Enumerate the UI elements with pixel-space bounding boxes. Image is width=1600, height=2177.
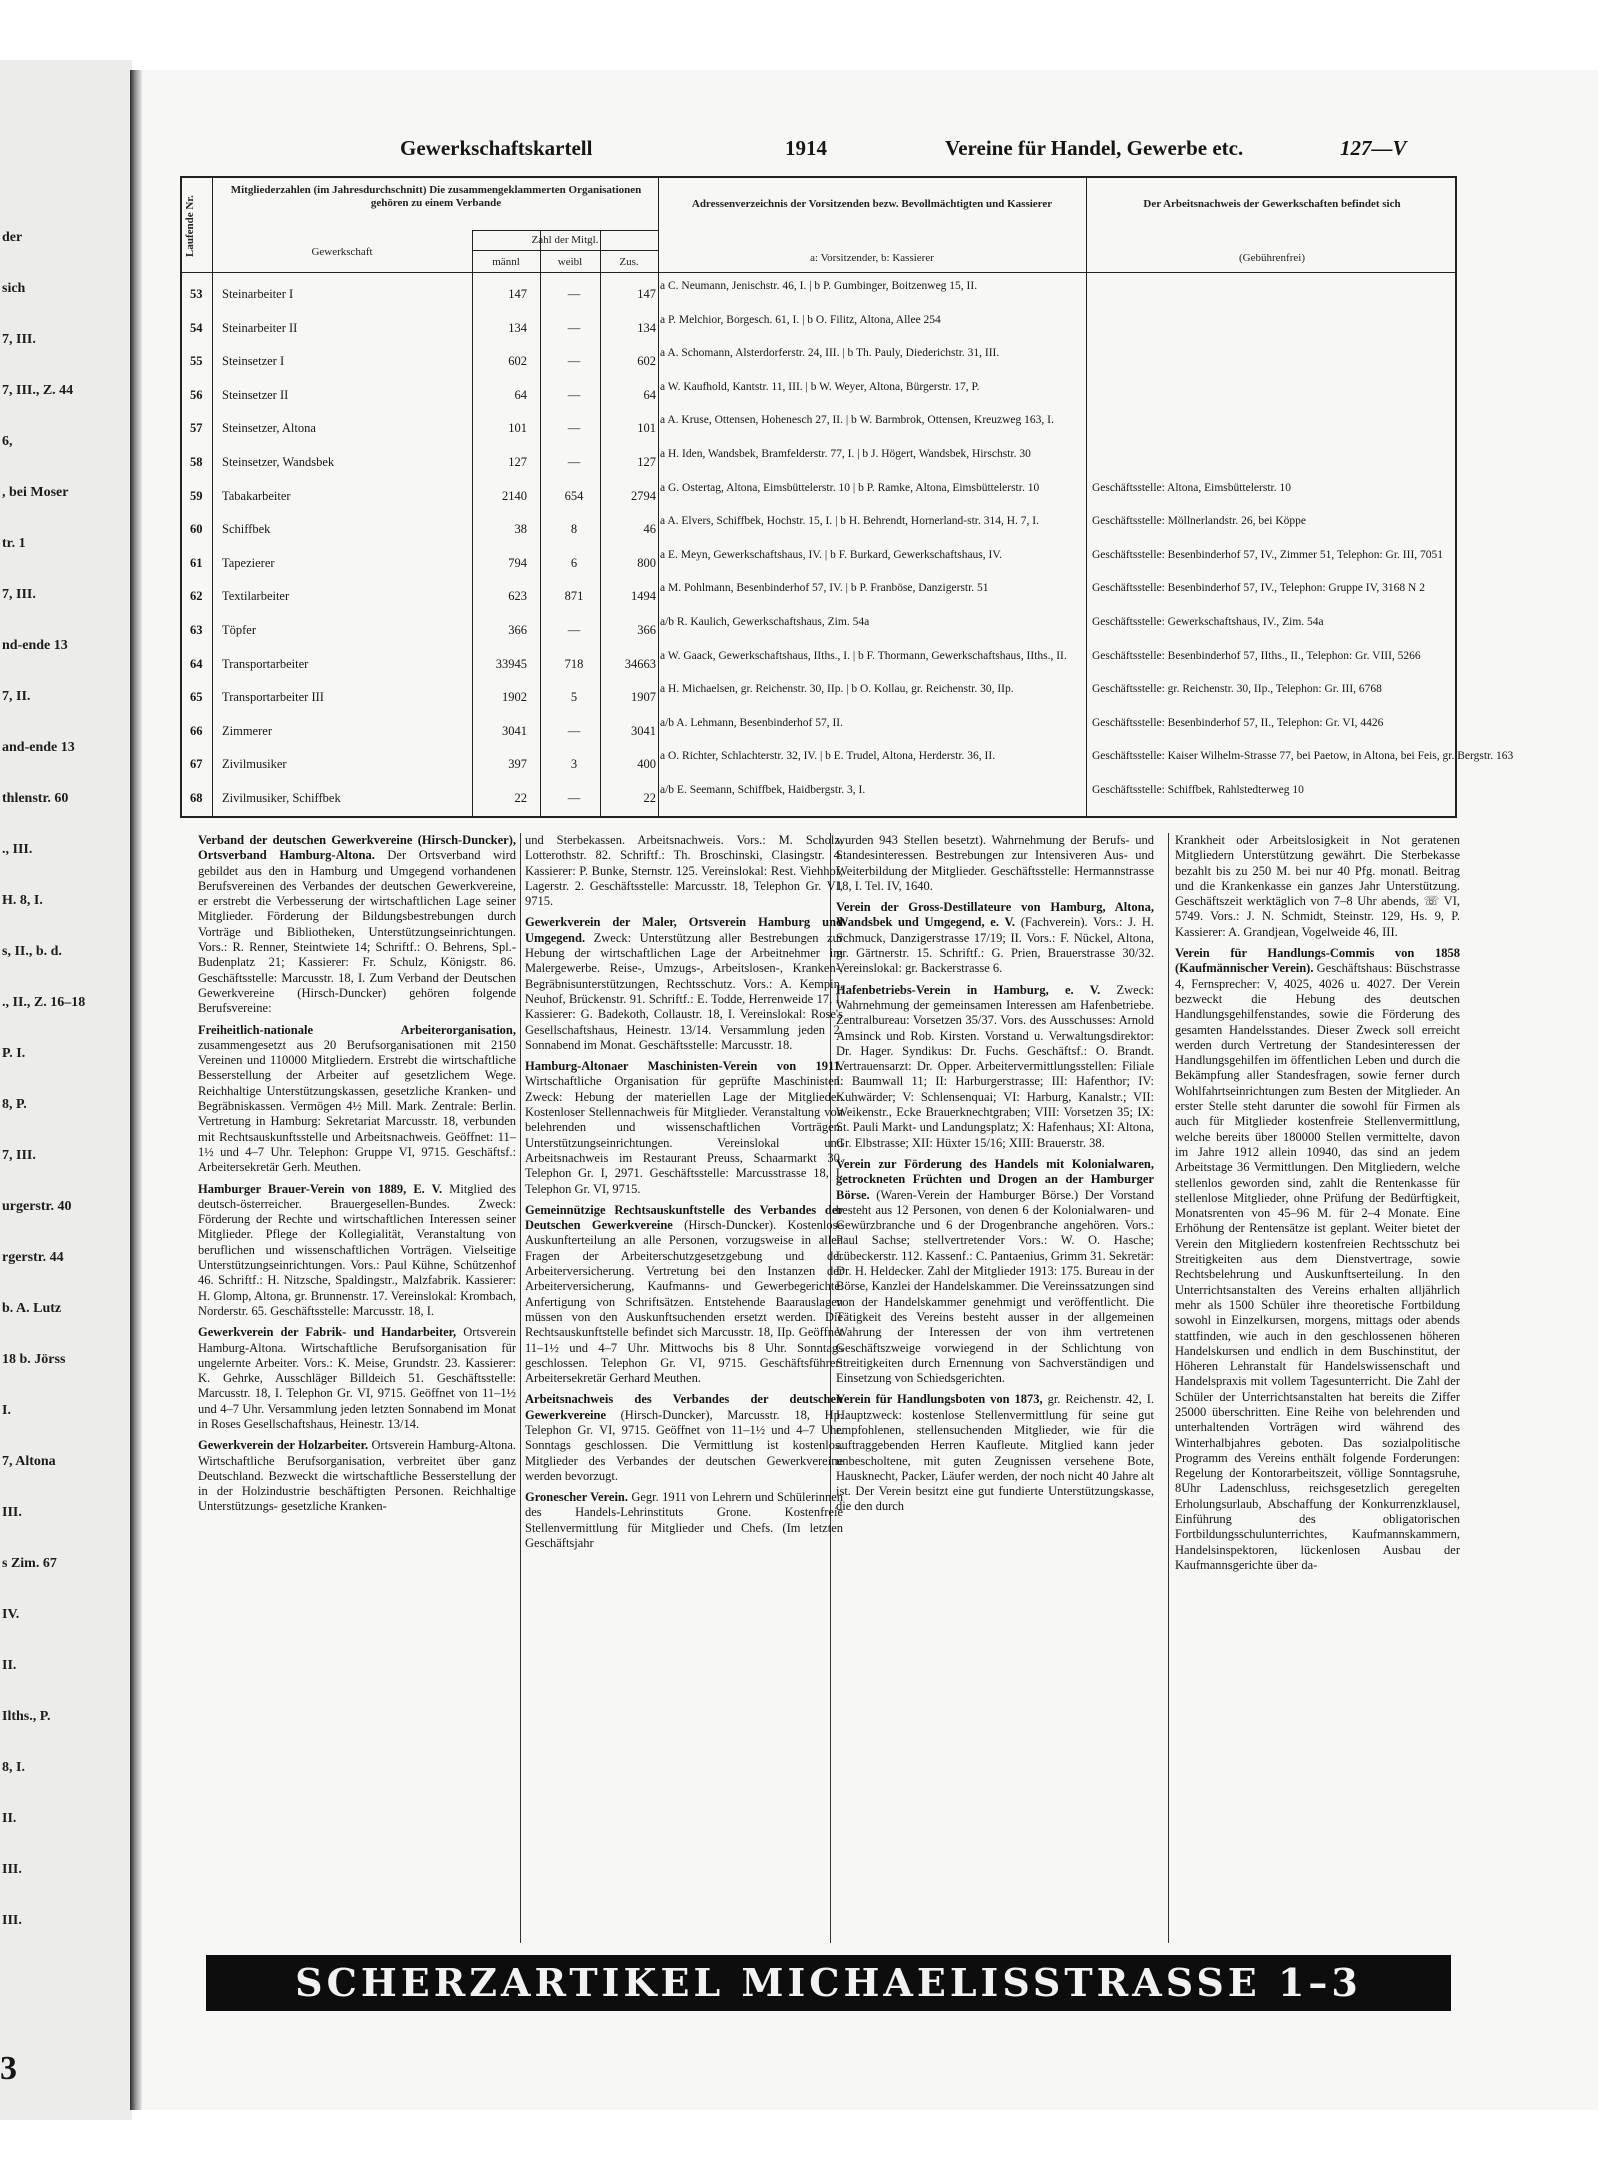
members-male: 3041 xyxy=(502,723,527,738)
association-name: Hamburg-Altonaer Maschinisten-Verein von 1911. xyxy=(525,1059,843,1074)
association-name: Verein für Handlungs-Commis von 1858 (Kaufmännischer Verein). xyxy=(1175,946,1460,976)
members-female: 654 xyxy=(564,488,584,503)
association-name: Arbeitsnachweis des Verbandes der deutschen Gewerkvereine xyxy=(525,1392,843,1422)
association-entry xyxy=(198,833,516,1017)
row-number: 58 xyxy=(190,455,203,469)
employment-office-cell: Geschäftsstelle: Besenbinderhof 57, IV., Zimmer 51, Telephon: Gr. III, 7051 xyxy=(1092,548,1444,561)
left-page-text: II. xyxy=(2,1658,17,1673)
members-total: 46 xyxy=(643,522,656,537)
union-name: Steinsetzer, Wandsbek xyxy=(222,455,335,469)
address-cell: a W. Kaufhold, Kantstr. 11, III. | b W. Weyer, Altona, Bürgerstr. 17, P. xyxy=(660,380,980,393)
left-page-text: I. xyxy=(2,1403,11,1418)
head-zus: Zus. xyxy=(619,256,639,268)
table-row xyxy=(182,345,1455,376)
running-title: Gewerkschaftskartell xyxy=(400,136,593,160)
association-text: (Waren-Verein der Hamburger Börse.) Der Vorstand besteht aus 12 Personen, von denen 6 der Kolonialwaren- und Gewürzbranche und 6 der Drogenbranche angehören. Vors.: Paul Sachse; stellvertretender Vors.: W. O. Hasche; Lübeckerstr. 112. Kassenf.: C. Pantaenius, Grimm 31. Sekretär: Dr. H. Heldecker. Zahl der Mitglieder 1913: 175. Bureau in der Börse, Kanzlei der Handelskammer. Die Vereinssatzungen sind von der Handelskammer genehmigt und veröffentlicht. Die Tätigkeit des Vereins besteht ausser in der allgemeinen Wahrung der Interessen der von ihm vertretenen Geschäftszweige vorwiegend in der Schlichtung von Streitigkeiten durch Ernennung von Sachverständigen und Einsetzung von Schiedsgerichten. xyxy=(836,1187,1155,1386)
table-row xyxy=(182,446,1455,477)
head-laufende: Laufende Nr. xyxy=(184,195,196,257)
left-page-text: 7, III. xyxy=(2,587,36,602)
membership-table xyxy=(180,176,1514,818)
table-row xyxy=(182,748,1514,779)
association-text: (Hirsch-Duncker), Marcusstr. 18, Hp. Telephon Gr. VI, 9715. Geöffnet von 11–1½ und 4–7 Uhr. Sonntags geschlossen. Die Vermittlung ist kostenlos. Mitglieder des Verbandes der deutschen Gewerkvereine werden bevorzugt. xyxy=(525,1407,843,1483)
head-weibl: weibl xyxy=(557,256,583,268)
head-maennl: männl xyxy=(492,256,520,268)
members-total: 34663 xyxy=(624,656,656,671)
employment-office-cell: Geschäftsstelle: Besenbinderhof 57, IV., Telephon: Gruppe IV, 3168 N 2 xyxy=(1092,582,1425,595)
left-page-text: s Zim. 67 xyxy=(2,1556,57,1571)
members-total: 127 xyxy=(637,455,656,469)
left-page-text: IV. xyxy=(2,1607,20,1622)
members-female: — xyxy=(567,287,581,301)
association-entry xyxy=(525,1059,843,1197)
text-column-3 xyxy=(836,833,1154,1521)
head-mitglieder: Mitgliederzahlen (im Jahresdurchschnitt) Die zusammengeklammerten Organisationen gehören zu einem Verbande xyxy=(230,184,642,209)
page-number: 127—V xyxy=(1340,136,1407,160)
members-male: 33945 xyxy=(495,656,527,671)
association-text: Ortsverein Hamburg-Altona. Wirtschaftliche Berufsorganisation, verbreitet über ganz Deutschland. Bezweckt die wirtschaftliche Besserstellung der in der Holzindustrie beschäftigten Personen. Reichhaltige Unterstützungs- gesetzliche Kranken- xyxy=(198,1438,517,1514)
table-row xyxy=(182,782,1455,813)
members-female: — xyxy=(567,387,581,402)
association-entry xyxy=(836,833,1154,894)
address-cell: a A. Elvers, Schiffbek, Hochstr. 15, I. | b H. Behrendt, Hornerland-str. 314, H. 7, I. xyxy=(660,515,1039,528)
association-text: gr. Reichenstr. 42, I. Hauptzweck: kostenlose Stellenvermittlung für seine gut empfohlenen, stellensuchenden Mitglieder, wie für die auftraggebenden Herren Kaufleute. Mitglied kann jeder unbescholtene, mit guten Zeugnissen versehene Bote, Hausknecht, Packer, Läufer werden, der noch nicht 40 Jahre alt ist. Der Verein besitzt eine gut fundierte Unterstützungskasse, die den durch xyxy=(836,1392,1154,1514)
union-name: Steinsetzer II xyxy=(222,387,289,402)
association-entry xyxy=(198,1182,516,1320)
address-cell: a O. Richter, Schlachterstr. 32, IV. | b E. Trudel, Altona, Herderstr. 36, II. xyxy=(660,750,996,763)
left-page-text: 8, I. xyxy=(2,1760,25,1775)
union-name: Steinsetzer I xyxy=(222,354,285,369)
left-page-text: urgerstr. 40 xyxy=(2,1199,72,1214)
members-female: 5 xyxy=(570,690,578,705)
table-row xyxy=(182,648,1455,679)
row-number: 60 xyxy=(190,522,203,537)
members-total: 134 xyxy=(637,320,656,335)
address-cell: a/b E. Seemann, Schiffbek, Haidbergstr. 3, I. xyxy=(660,784,866,796)
members-male: 602 xyxy=(508,354,527,369)
address-cell: a M. Pohlmann, Besenbinderhof 57, IV. | b P. Franböse, Danzigerstr. 51 xyxy=(660,582,989,595)
row-number: 53 xyxy=(190,287,203,301)
employment-office-cell: Geschäftsstelle: Besenbinderhof 57, II., Telephon: Gr. VI, 4426 xyxy=(1092,716,1384,729)
members-total: 1494 xyxy=(631,589,656,604)
left-page-text: sich xyxy=(2,281,26,296)
address-cell: a H. Iden, Wandsbek, Bramfelderstr. 77, I. | b J. Högert, Wandsbek, Hirschstr. 30 xyxy=(660,448,1031,460)
association-name: Hafenbetriebs-Verein in Hamburg, e. V. xyxy=(836,982,1101,997)
text-column-2 xyxy=(525,833,843,1557)
union-name: Zivilmusiker, Schiffbek xyxy=(222,791,341,805)
table-row xyxy=(182,513,1455,544)
association-text: Krankheit oder Arbeitslosigkeit in Not geratenen Mitgliedern Unterstützung gewährt. Die Sterbekasse bezahlt bis zu 250 M. bei nur 40 Pfg. monatl. Beitrag und die Krankenkasse ein ganzes Jahr Unterstützung. Geschäftszeit werktäglich von 7–8 Uhr abends, ☏ VI, 5749. Vors.: J. N. Schmidt, Steinstr. 129, Hs. 9, P. Kassierer: A. Grandjean, Vogelweide 46, III. xyxy=(1175,833,1460,939)
row-number: 65 xyxy=(190,690,203,705)
members-female: — xyxy=(567,455,581,469)
association-entry xyxy=(198,1325,516,1432)
members-male: 38 xyxy=(514,522,527,537)
union-name: Zimmerer xyxy=(222,723,272,738)
association-name: Verein für Handlungsboten von 1873, xyxy=(836,1392,1043,1407)
left-page-text: rgerstr. 44 xyxy=(2,1250,64,1265)
association-entry xyxy=(836,1157,1154,1386)
left-page-text: 18 b. Jörss xyxy=(2,1352,66,1367)
association-entry xyxy=(836,983,1154,1151)
employment-office-cell: Geschäftsstelle: Besenbinderhof 57, IIths., II., Telephon: Gr. VIII, 5266 xyxy=(1092,649,1421,662)
section-title: Vereine für Handel, Gewerbe etc. xyxy=(945,136,1244,160)
address-cell: a A. Schomann, Alsterdorferstr. 24, III. | b Th. Pauly, Diederichstr. 31, III. xyxy=(660,347,1000,360)
left-page-text: III. xyxy=(2,1913,22,1928)
row-number: 61 xyxy=(190,555,203,570)
head-gebuehren: (Gebührenfrei) xyxy=(1239,252,1305,264)
association-name: Verband der deutschen Gewerkvereine (Hirsch-Duncker), Ortsverband Hamburg-Altona. xyxy=(198,833,516,863)
address-cell: a W. Gaack, Gewerkschaftshaus, IIths., I. | b F. Thormann, Gewerkschaftshaus, IIths., II. xyxy=(660,649,1067,662)
union-name: Transportarbeiter xyxy=(222,656,309,671)
address-cell: a/b R. Kaulich, Gewerkschaftshaus, Zim. 54a xyxy=(660,616,870,628)
members-total: 64 xyxy=(643,387,656,402)
row-number: 63 xyxy=(190,623,203,637)
members-total: 1907 xyxy=(631,690,656,705)
head-gewerkschaft: Gewerkschaft xyxy=(311,246,373,258)
left-page-text: der xyxy=(2,230,23,245)
left-page-text: 7, III., Z. 44 xyxy=(2,383,74,398)
union-name: Steinsetzer, Altona xyxy=(222,421,316,436)
left-page-fragment xyxy=(0,60,132,2120)
members-male: 1902 xyxy=(502,690,527,705)
association-entry xyxy=(525,1392,843,1484)
members-female: — xyxy=(567,320,581,335)
row-number: 67 xyxy=(190,757,203,772)
members-total: 800 xyxy=(637,555,656,570)
left-page-text: 8, P. xyxy=(2,1097,27,1112)
association-entry xyxy=(525,1490,843,1551)
table-row xyxy=(182,715,1455,746)
union-name: Töpfer xyxy=(222,623,257,637)
left-page-text: s, II., b. d. xyxy=(2,944,62,959)
left-page-text: Ilths., P. xyxy=(2,1709,51,1724)
association-name: Gronescher Verein. xyxy=(525,1490,628,1505)
advertisement-banner: SCHERZARTIKEL MICHAELISSTRASSE 1–3 xyxy=(206,1955,1451,2011)
members-female: — xyxy=(567,791,581,805)
members-male: 794 xyxy=(508,555,527,570)
union-name: Tapezierer xyxy=(222,555,275,570)
left-page-text: 6, xyxy=(2,434,13,449)
table-row xyxy=(182,379,1455,410)
employment-office-cell: Geschäftsstelle: Kaiser Wilhelm-Strasse 77, bei Paetow, in Altona, bei Feis, gr. Bergstr. 163 xyxy=(1092,750,1514,763)
association-entry xyxy=(525,915,843,1053)
left-page-text: II. xyxy=(2,1811,17,1826)
year: 1914 xyxy=(785,136,827,160)
members-male: 134 xyxy=(508,320,527,335)
association-text: Ortsverein Hamburg-Altona. Wirtschaftliche Berufsorganisation für ungelernte Arbeiter. Vors.: K. Meise, Grundstr. 23. Kassierer: K. Gehrke, Ausschläger Billdeich 51. Geschäftsstelle: Marcusstr. 18, I. Telephon Gr. VI, 9715. Geöffnet von 11–1½ und 4–7 Uhr. Versammlung jeden letzten Sonnabend im Monat in Roses Gesellschaftshaus, Heinestr. 13/14. xyxy=(198,1325,517,1431)
members-total: 2794 xyxy=(631,488,656,503)
employment-office-cell: Geschäftsstelle: gr. Reichenstr. 30, IIp., Telephon: Gr. III, 6768 xyxy=(1092,683,1382,696)
members-total: 366 xyxy=(637,623,656,637)
union-name: Steinarbeiter I xyxy=(222,287,294,301)
left-page-text: 7, III. xyxy=(2,332,36,347)
row-number: 64 xyxy=(190,656,203,671)
association-text: Der Ortsverband wird gebildet aus den in Hamburg und Umgegend vorhandenen Berufsvereinen des Verbandes der deutschen Gewerkvereine, er erstrebt die Verbesserung der wirtschaftlichen Lage seiner Mitglieder. Förderung der Bildungsbestrebungen durch Vorträge und Bibliotheken, Unterstützungseinrichtungen. Vors.: R. Renner, Steintwiete 14; Schriftf.: O. Behrens, Spl.-Budenplatz 21; Kassierer: Fr. Schulz, Königstr. 86. Geschäftsstelle: Marcusstr. 18, I. Zum Verband der Deutschen Gewerkvereine (Hirsch-Duncker) gehören folgende Berufsvereine: xyxy=(198,848,516,1016)
association-name: Gewerkverein der Maler, Ortsverein Hamburg und Umgegend. xyxy=(525,915,843,945)
members-female: — xyxy=(567,354,581,369)
left-page-text: thlenstr. 60 xyxy=(2,791,69,806)
left-page-text: tr. 1 xyxy=(2,536,26,551)
members-female: — xyxy=(567,421,581,436)
row-number: 56 xyxy=(190,387,203,402)
association-text: Geschäftshaus: Büschstrasse 4, Fernsprecher: V, 4025, 4026 u. 4027. Der Verein bezweckt die Hebung des deutschen Handlungsgehilfenstandes, sowie die Förderung des gesamten Handelsstandes. Dieser Zweck soll erreicht werden durch Vertretung der Standesinteressen der Handlungsgehilfen im öffentlichen Leben und durch die Bekämpfung aller Standesfragen, sowie ferner durch Wohlfahrtseinrichtungen zum Besten der Mitglieder. An erster Stelle steht darunter die sowohl für Firmen als auch für Mitglieder kostenfreie Stellenvermittlung, welche bereits über 180000 Stellen vermittelte, davon im Jahre 1912 allein 10940, das sind an jedem Arbeitstage 36 Vermittlungen. Den Mitgliedern, welche stellenlos geworden sind, zahlt die Rentenkasse für stellenlose Mitglieder, ohne Prüfung der Bedürftigkeit, Monatsrenten von 45–96 M. für 2–4 Monate. Eine Erhöhung der Rentensätze ist geplant. Weiter bietet der Verein den Mitgliedern kostenfreien Rechtsschutz bei Streitigkeiten aus dem Dienstvertrage, sowie Rechtsbelehrung und Auskunftserteilung. In den Unterrichtsanstalten des Vereins erhalten alljährlich mehr als 1500 Schüler ihre theoretische Fortbildung sowohl in Einzelkursen, morgens, mittags oder abends stattfinden, wie auch in den geschlossenen höheren Handelskursen und endlich in dem Buschinstitut, der Höheren Lehranstalt für Handelswissenschaft und Handelspraxis mit vollem Tagesunterricht. Die Zahl der Schüler der Unterrichtsanstalten hat bereits die Ziffer 25000 überschritten. Eine Reihe von belehrenden und unterhaltenden Vorträgen wird während des Winterhalbjahres geboten. Das sozialpolitische Programm des Vereins enthält folgende Forderungen: Regelung der Kontorarbeitszeit, völlige Sonntagsruhe, 8Uhr Ladenschluss, reichsgesetzlich geregelten Erholungsurlaub, Abschaffung der Konkurrenzklausel, Einführung des obligatorischen Fortbildungsschulunterrichtes, Kaufmannskammern, Handelsinspektoren, lückenlosen Ausbau der Kaufmannsgerichte über da- xyxy=(1175,961,1461,1572)
members-male: 397 xyxy=(508,757,527,772)
employment-office-cell: Geschäftsstelle: Schiffbek, Rahlstedterweg 10 xyxy=(1092,784,1304,796)
address-cell: a H. Michaelsen, gr. Reichenstr. 30, IIp. | b O. Kollau, gr. Reichenstr. 30, IIp. xyxy=(660,683,1014,696)
left-page-text: P. I. xyxy=(2,1046,26,1061)
address-cell: a P. Melchior, Borgesch. 61, I. | b O. Filitz, Altona, Allee 254 xyxy=(660,313,941,326)
members-total: 22 xyxy=(643,791,656,805)
address-cell: a G. Ostertag, Altona, Eimsbüttelerstr. 10 | b P. Ramke, Altona, Eimsbüttelerstr. 10 xyxy=(660,481,1040,494)
association-entry xyxy=(525,833,843,909)
table-row xyxy=(182,278,1455,309)
association-text: wurden 943 Stellen besetzt). Wahrnehmung der Berufs- und Standesinteressen. Bestrebungen zur Intensiveren Aus- und Weiterbildung der Mitglieder. Geschäftsstelle: Hermannstrasse 18, I. Tel. IV, 1640. xyxy=(836,833,1154,893)
union-name: Schiffbek xyxy=(222,522,271,537)
association-text: (Hirsch-Duncker). Kostenlose Auskunfterteilung an alle Personen, vorzugsweise in allen Fragen der Arbeiterschutzgesetzgebung und der Arbeiterversicherung. Vertretung bei den Instanzen der Arbeiterversicherung, Kaufmanns- und Gewerbegerichte. Anfertigung von Schriftsätzen. Entstehende Baarauslagen müssen von den Auskunftsuchenden ersetzt werden. Die Rechtsauskunftstelle befindet sich Marcusstr. 18, IIp. Geöffnet 11–1½ und 4–7 Uhr. Mittwochs bis 8 Uhr. Sonntags geschlossen. Telephon Gr. VI, 9715. Geschäftsführer: Arbeitersekretär Gerhard Meuthen. xyxy=(525,1218,844,1386)
association-entry xyxy=(198,1023,516,1176)
left-page-text: , bei Moser xyxy=(2,485,69,500)
left-page-text: 7, II. xyxy=(2,689,31,704)
members-female: 3 xyxy=(570,757,578,772)
members-female: — xyxy=(567,723,581,738)
association-text: zusammengesetzt aus 20 Berufsorganisationen mit 2150 Vereinen und 110000 Mitgliedern. Erstrebt die wirtschaftliche Besserstellung der Arbeiter auf gesetzlichem Wege. Reichhaltige Unterstützungskassen, gesetzliche Kranken- und Begräbniskassen. Vermögen 4½ Mill. Mark. Zentrale: Berlin. Vertretung in Hamburg: Sekretariat Marcusstr. 18, verbunden mit Rechtsauskunftsstelle und Arbeitsnachweis. Geöffnet: 11–1½ und 4–7 Uhr. Telephon: Gruppe VI, 9715. Geschäftsf.: Arbeitersekretär Gerh. Meuthen. xyxy=(198,1037,516,1175)
union-name: Transportarbeiter III xyxy=(222,690,324,705)
address-cell: a/b A. Lehmann, Besenbinderhof 57, II. xyxy=(660,716,843,729)
association-text: Zweck: Unterstützung aller Bestrebungen zur Hebung der wirtschaftlichen Lage der Arbeitnehmer im Malergewerbe. Reise-, Umzugs-, Arbeitslosen-, Kranken-, Begräbnisunterstützungen, Rechtsschutz. Vors.: A. Kempin, Neuhof, Brückenstr. 91. Schriftf.: E. Todde, Herrenweide 17, I. Kassierer: G. Badekoth, Collaustr. 18, I. Vereinslokal: Rose's Gesellschaftshaus, Heinestr. 13/14. Versammlung jeden 2. Sonnabend im Monat. Geschäftsstelle: Marcusstr. 18. xyxy=(525,930,843,1052)
members-total: 400 xyxy=(637,757,656,772)
members-female: 871 xyxy=(564,589,584,604)
association-name: Freiheitlich-nationale Arbeiterorganisation, xyxy=(198,1022,516,1037)
table-row xyxy=(182,681,1455,712)
members-total: 101 xyxy=(637,421,656,436)
row-number: 57 xyxy=(190,421,203,436)
association-entry xyxy=(836,900,1154,976)
head-adressen-sub: a: Vorsitzender, b: Kassierer xyxy=(810,252,934,264)
table-row xyxy=(182,412,1455,443)
association-entry xyxy=(1175,946,1460,1573)
members-female: 6 xyxy=(570,555,578,570)
left-page-text: ., II., Z. 16–18 xyxy=(2,995,86,1010)
association-entry xyxy=(1175,833,1460,940)
head-zahl: Zahl der Mitgl. xyxy=(531,234,599,246)
union-name: Tabakarbeiter xyxy=(222,488,291,503)
association-text: Gegr. 1911 von Lehrern und Schülerinnen des Handels-Lehrinstituts Grone. Kostenfreie Stellenvermittlung für Mitglieder und Chefs. (Im letzten Geschäftsjahr xyxy=(525,1490,843,1551)
association-entry xyxy=(836,1392,1154,1514)
left-page-text: nd-ende 13 xyxy=(2,638,68,653)
association-text: Mitglied des deutsch-österreicher. Brauergesellen-Bundes. Zweck: Förderung der Rechte und wirtschaftlichen Interessen seiner Mitglieder. Pflege der Kollegialität, Veranstaltung von beruflichen und wissenschaftlichen Vorträgen. Vielseitige Unterstützungseinrichtungen. Vors.: Paul Kühne, Schützenhof 46. Schriftf.: H. Nitzsche, Spaldingstr., Malzfabrik. Kassierer: H. Glomp, Altona, gr. Brunnenstr. 17. Vereinslokal: Krombach, Norderstr. 65. Geschäftsstelle: Marcusstr. 18, I. xyxy=(198,1181,517,1318)
members-male: 366 xyxy=(508,623,527,637)
members-female: 8 xyxy=(570,522,578,537)
members-male: 2140 xyxy=(502,488,527,503)
address-cell: a A. Kruse, Ottensen, Hohenesch 27, II. | b W. Barmbrok, Ottensen, Kreuzweg 163, I. xyxy=(660,414,1054,427)
members-total: 147 xyxy=(637,287,656,301)
row-number: 68 xyxy=(190,791,203,805)
members-male: 64 xyxy=(514,387,527,402)
book-spine xyxy=(130,70,142,2110)
association-entry xyxy=(198,1438,516,1514)
table-row xyxy=(182,580,1455,611)
union-name: Textilarbeiter xyxy=(222,589,290,604)
union-name: Steinarbeiter II xyxy=(222,320,298,335)
row-number: 55 xyxy=(190,354,203,369)
association-name: Hamburger Brauer-Verein von 1889, E. V. xyxy=(198,1181,443,1196)
employment-office-cell: Geschäftsstelle: Altona, Eimsbüttelerstr. 10 xyxy=(1092,481,1291,494)
employment-office-cell: Geschäftsstelle: Gewerkschaftshaus, IV., Zim. 54a xyxy=(1092,616,1324,628)
members-male: 127 xyxy=(508,455,527,469)
left-page-text: 7, Altona xyxy=(2,1454,56,1469)
text-column-4 xyxy=(1175,833,1460,1579)
members-female: 718 xyxy=(564,656,584,671)
association-text: und Sterbekassen. Arbeitsnachweis. Vors.: M. Scholz, Lotterothstr. 82. Schriftf.: Th. Broschinski, Clasingstr. 4. Kassierer: P. Bunke, Sternstr. 125. Vereinslokal: Rest. Viehhof, Lagerstr. 2. Geschäftsstelle: Marcusstr. 18, Telephon Gr. VI, 9715. xyxy=(525,833,843,909)
association-text: (Fachverein). Vors.: J. H. Schmuck, Danzigerstrasse 17/19; II. Vors.: F. Nückel, Altona, gr. Gärtnerstr. 15. Schriftf.: G. Prien, Brauerstrasse 30/32. Vereinslokal: gr. Backerstrasse 6. xyxy=(836,915,1154,976)
table-row xyxy=(182,547,1455,578)
members-male: 101 xyxy=(508,421,527,436)
row-number: 62 xyxy=(190,589,203,604)
association-entry xyxy=(525,1203,843,1387)
left-page-text: 7, III. xyxy=(2,1148,36,1163)
left-page-text: ., III. xyxy=(2,842,33,857)
members-male: 147 xyxy=(508,287,527,301)
address-cell: a C. Neumann, Jenischstr. 46, I. | b P. Gumbinger, Boitzenweg 15, II. xyxy=(660,280,978,292)
table-row xyxy=(182,614,1455,645)
row-number: 66 xyxy=(190,723,203,738)
association-name: Gewerkverein der Fabrik- und Handarbeiter, xyxy=(198,1325,457,1340)
members-total: 3041 xyxy=(631,723,656,738)
address-cell: a E. Meyn, Gewerkschaftshaus, IV. | b F. Burkard, Gewerkschaftshaus, IV. xyxy=(660,548,1003,561)
left-page-text: III. xyxy=(2,1862,22,1877)
head-adressen: Adressenverzeichnis der Vorsitzenden bezw. Bevollmächtigten und Kassierer xyxy=(691,198,1053,210)
employment-office-cell: Geschäftsstelle: Möllnerlandstr. 26, bei Köppe xyxy=(1092,515,1306,528)
members-male: 623 xyxy=(508,589,527,604)
head-arbeitsnachweis: Der Arbeitsnachweis der Gewerkschaften befindet sich xyxy=(1143,198,1401,210)
members-male: 22 xyxy=(514,791,527,805)
members-female: — xyxy=(567,623,581,637)
left-page-text: H. 8, I. xyxy=(2,893,43,908)
left-page-number: 3 xyxy=(0,2050,19,2087)
association-name: Verein zur Förderung des Handels mit Kolonialwaren, getrockneten Früchten und Drogen an der Hamburger Börse. xyxy=(836,1156,1154,1202)
association-name: Gemeinnützige Rechtsauskunftstelle des Verbandes der Deutschen Gewerkvereine xyxy=(525,1202,843,1233)
association-name: Gewerkverein der Holzarbeiter. xyxy=(198,1438,369,1453)
text-column-1 xyxy=(198,833,516,1521)
row-number: 59 xyxy=(190,488,203,503)
table-row xyxy=(182,480,1455,511)
association-text: Zweck: Wahrnehmung der gemeinsamen Interessen am Hafenbetriebe. Zentralbureau: Vorsetzen 35/37. Vors. des Ausschusses: Arnold Amsinck und Rob. Kirsten. Vorstand u. Verwaltungsdirektor: Dr. Hager. Syndikus: Dr. Fuchs. Geschäftsf.: O. Brandt. Vertrauensarzt: Dr. Opper. Arbeitervermittlungsstellen: Filiale I: Baumwall 11; II: Harburgerstrasse; III: Hafenthor; IV: Kuhwärder; V: Schlensenquai; VI: Harburg, Kanalstr.; VII: Weikenstr., Ecke Brauerknechtgraben; VIII: Vorsetzen 35; IX: St. Pauli Markt- und Landungsplatz; X: Hafenhaus; XI: Altona, Gr. Elbstrasse; XII: Hüxter 15/16; XIII: Brauerstr. 38. xyxy=(836,982,1154,1150)
members-total: 602 xyxy=(637,354,656,369)
left-page-text: and-ende 13 xyxy=(2,740,75,755)
association-text: Wirtschaftliche Organisation für geprüfte Maschinisten. Zweck: Hebung der materiellen Lage der Mitglieder. Kostenloser Stellennachweis für Mitglieder. Veranstaltung von belehrenden und wissenschaftlichen Vorträgen. Unterstützungseinrichtungen. Vereinslokal und Arbeitsnachweis im Restaurant Preuss, Schaarmarkt 30. Telephon Gr. I, 2971. Geschäftsstelle: Marcusstrasse 18, I. Telephon Gr. VI, 9715. xyxy=(525,1074,843,1196)
left-page-text: b. A. Lutz xyxy=(2,1301,62,1316)
association-name: Verein der Gross-Destillateure von Hamburg, Altona, Wandsbek und Umgegend, e. V. xyxy=(836,900,1154,930)
table-row xyxy=(182,312,1455,343)
union-name: Zivilmusiker xyxy=(222,757,287,772)
left-page-text: III. xyxy=(2,1505,22,1520)
row-number: 54 xyxy=(190,320,203,335)
